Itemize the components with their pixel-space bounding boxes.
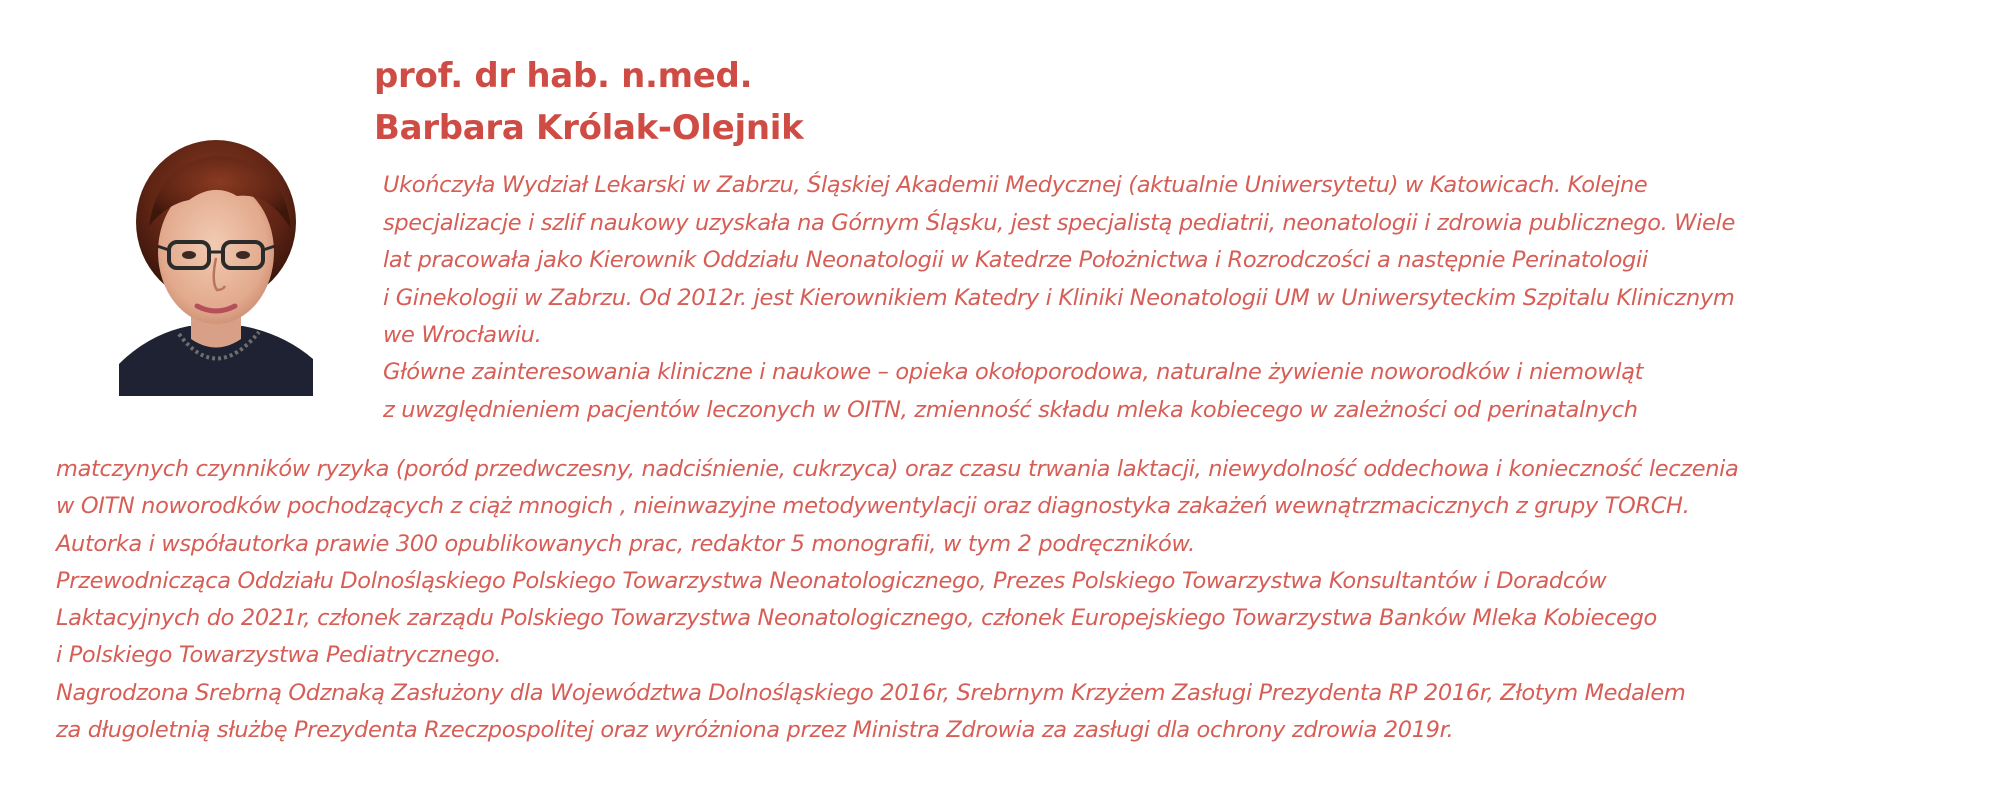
- bio-line: Nagrodzona Srebrną Odznaką Zasłużony dla Województwa Dolnośląskiego 2016r, Srebrnym Krzyżem Zasługi Prezydenta RP 2016r, Złotym Medalem: [56, 680, 1686, 706]
- person-name: Barbara Królak-Olejnik: [374, 108, 804, 148]
- academic-title: prof. dr hab. n.med.: [374, 56, 753, 96]
- bio-line: Przewodnicząca Oddziału Dolnośląskiego Polskiego Towarzystwa Neonatologicznego, Prezes Polskiego Towarzystwa Konsultantów i Doradców: [56, 568, 1607, 594]
- bio-line: w OITN noworodków pochodzących z ciąż mnogich , nieinwazyjne metodywentylacji oraz diagnostyka zakażeń wewnątrzmacicznych z grupy TORCH.: [56, 493, 1690, 519]
- bio-line: Ukończyła Wydział Lekarski w Zabrzu, Śląskiej Akademii Medycznej (aktualnie Uniwersytetu) w Katowicach. Kolejne: [383, 172, 1648, 198]
- bio-line: Autorka i współautorka prawie 300 opublikowanych prac, redaktor 5 monografii, w tym 2 podręczników.: [56, 531, 1195, 557]
- bio-line: i Polskiego Towarzystwa Pediatrycznego.: [56, 642, 502, 668]
- bio-line: specjalizacje i szlif naukowy uzyskała na Górnym Śląsku, jest specjalistą pediatrii, neonatologii i zdrowia publicznego. Wiele: [383, 210, 1735, 236]
- bio-line: za długoletnią służbę Prezydenta Rzeczpospolitej oraz wyróżniona przez Ministra Zdrowia za zasługi dla ochrony zdrowia 2019r.: [56, 717, 1454, 743]
- portrait-photo: [119, 134, 313, 396]
- bio-line: we Wrocławiu.: [383, 322, 542, 348]
- portrait-icon: [119, 134, 313, 396]
- bio-line: lat pracowała jako Kierownik Oddziału Neonatologii w Katedrze Położnictwa i Rozrodczości a następnie Perinatologii: [383, 247, 1648, 273]
- bio-line: z uwzględnieniem pacjentów leczonych w OITN, zmienność składu mleka kobiecego w zależności od perinatalnych: [383, 397, 1638, 423]
- bio-line: matczynych czynników ryzyka (poród przedwczesny, nadciśnienie, cukrzyca) oraz czasu trwania laktacji, niewydolność oddechowa i konieczność leczenia: [56, 456, 1739, 482]
- bio-line: Główne zainteresowania kliniczne i naukowe – opieka okołoporodowa, naturalne żywienie noworodków i niemowląt: [383, 359, 1644, 385]
- bio-line: Laktacyjnych do 2021r, członek zarządu Polskiego Towarzystwa Neonatologicznego, członek Europejskiego Towarzystwa Banków Mleka Kobiecego: [56, 605, 1657, 631]
- bio-line: i Ginekologii w Zabrzu. Od 2012r. jest Kierownikiem Katedry i Kliniki Neonatologii UM w Uniwersyteckim Szpitalu Klinicznym: [383, 285, 1735, 311]
